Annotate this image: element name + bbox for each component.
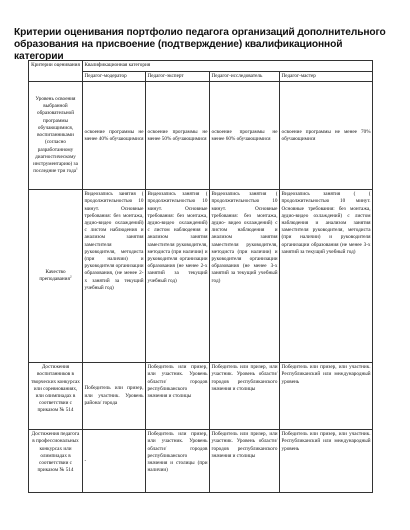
value-cell: Победитель или призер, или участник. Республиканский или международный уровень — [280, 363, 373, 430]
criterion-cell — [29, 82, 83, 190]
value-cell: Победитель или призер, или участник. Уровень области/ городов республиканского значения и столицы — [210, 430, 280, 493]
value-cell: Победитель или призер, или участник. Уровень области/ городов республиканского значения и столицы — [210, 363, 280, 430]
level-header: Педагог-эксперт — [146, 72, 210, 82]
value-cell: освоение программы не менее 40% обучающимися — [83, 82, 146, 190]
value-cell: Победитель или призер, или участник. Уровень области/ городов республиканского значения и столицы — [146, 363, 210, 430]
table-header-row — [29, 61, 373, 72]
document-title: Критерии оценивания портфолио педагога организаций дополнительного образования на присвоение (подтверждение) квалификационной категории — [14, 27, 386, 62]
value-cell: освоение программы не менее 60% обучающимися — [210, 82, 280, 190]
criteria-header: Критерии оценивания — [29, 61, 83, 82]
value-cell: Победитель или призер, или участник. Уровень области/ городов республиканского значения и столицы (при наличии) — [146, 430, 210, 493]
category-header: Квалификационная категория — [83, 61, 373, 72]
criterion-cell: Достижения воспитанников в творческих конкурсах или соревнованиях, или олимпиадах в соответствии с приказом № 514 — [29, 363, 83, 430]
criteria-table — [28, 60, 373, 493]
value-cell: Видеозапись занятия ( продолжительностью 10 минут. Основные требования: без монтажа, аудио-видео охлаждений) с листом наблюдения и анализом занятия заместителя руководителя, методиста (при наличии) и руководителя организации образования, (не менее 2-х занятий за текущий учебный год) — [83, 190, 146, 363]
criterion-cell: Достижения педагога в профессиональных конкурсах или олимпиадах в соответствии с приказом № 514 — [29, 430, 83, 493]
table-row — [29, 82, 373, 190]
value-cell: Видеозапись занятия ( ( продолжительностью 10 минут. Основные требования: без монтажа, аудио-видео охлаждений) с листом наблюдения и анализом занятия заместителя руководителя, методиста (при наличии) и руководителя организации образования (не менее 3-х занятий за текущий учебный год) — [280, 190, 373, 363]
footnote-mark: 1 — [76, 166, 78, 171]
table-row — [29, 430, 373, 493]
value-cell: Победитель или призер, или участник. Республиканский или международный уровень — [280, 430, 373, 493]
value-cell: Видеозапись занятия ( продолжительностью 10 минут. Основные требования: без монтажа, аудио- видео охлаждений) с листом наблюдения и анализом занятия заместителя руководителя, методиста (при наличии) и руководителя организации образования (не менее 3-х занятий за текущий учебный год) — [210, 190, 280, 363]
level-header: Педагог-мастер — [280, 72, 373, 82]
value-cell: Видеозапись занятия ( продолжительностью 10 минут. Основные требования: без монтажа, аудио-видео охлаждений) с листом наблюдения и анализом занятия заместителя руководителя, методиста (при наличии) и руководителя организации образования (не менее 2-х занятий за текущий учебный год) — [146, 190, 210, 363]
value-cell: - — [83, 430, 146, 493]
level-header: Педагог-исследователь — [210, 72, 280, 82]
criterion-cell — [29, 190, 83, 363]
criterion-text: Уровень освоения выбранной образовательной программы обучающимися, воспитанниками (согласно разработанному диагностическому инструментарию) за последние три года — [33, 96, 78, 175]
value-cell: освоение программы не менее 70% обучающимися — [280, 82, 373, 190]
criterion-text: Качество преподавания — [39, 269, 70, 283]
table-row — [29, 190, 373, 363]
table-row — [29, 363, 373, 430]
footnote-mark: 2 — [69, 274, 72, 279]
value-cell: Победитель или призер, или участник. Уровень района/ города — [83, 363, 146, 430]
level-header: Педагог-модератор — [83, 72, 146, 82]
value-cell: освоение программы не менее 50% обучающимися — [146, 82, 210, 190]
